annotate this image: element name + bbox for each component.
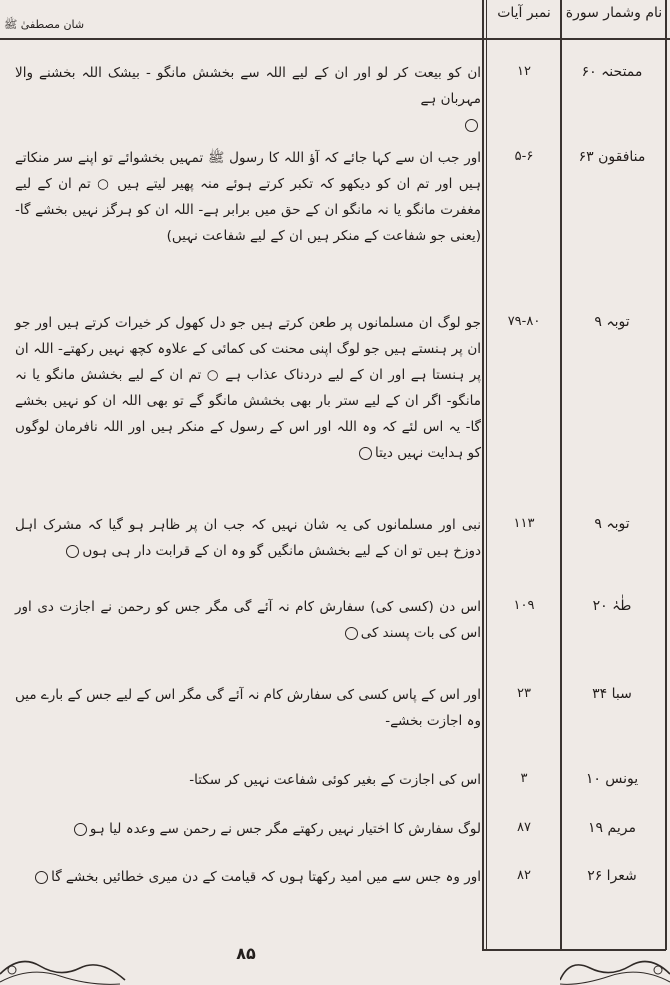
verse-text [15, 60, 481, 138]
surah-cell: ممتحنہ ۶۰ [581, 64, 643, 80]
ayat-cell: ۱۱۳ [513, 516, 535, 531]
verse-text [15, 864, 481, 890]
verse-text [15, 512, 481, 564]
ayat-cell: ۸۲ [517, 868, 531, 883]
verse-text-body: ان کو بیعت کر لو اور ان کے لیے اللہ سے بخشش مانگو - بیشک اللہ بخشنے والا مہربان ہے [15, 65, 481, 107]
verse-text-body: اور وہ جس سے میں امید رکھتا ہوں کہ قیامت کے دن میری خطائیں بخشے گا [51, 869, 481, 885]
verse-text [15, 682, 481, 734]
divider-ayat-column [560, 0, 562, 950]
verse-text [15, 145, 481, 249]
column-header-surah: نام وشمار سورة [565, 5, 663, 21]
verse-text-body: اور جب ان سے کہا جائے کہ آؤ اللہ کا رسول ﷺ تمہیں بخشوائے تو اپنے سر منکاتے ہیں اور تم ان کو دیکھو کہ تکبر کرتے ہوئے منہ پھیر لیتے ہیں ○ تم ان کے لیے مغفرت مانگو یا نہ مانگو ان کے حق میں برابر ہے- اللہ ان کو ہرگز نہیں بخشے گا- (یعنی جو شفاعت کے منکر ہیں ان کے لیے شفاعت نہیں) [15, 150, 481, 244]
page-number: ۸۵ [236, 944, 256, 963]
verse-text-body: نبی اور مسلمانوں کی یہ شان نہیں کہ جب ان پر ظاہر ہو گیا کہ مشرک اہل دوزخ ہیں تو ان کے لیے بخشش مانگیں گو وہ ان کے قرابت دار ہی ہوں [15, 517, 481, 559]
verse-text-body: لوگ سفارش کا اختیار نہیں رکھتے مگر جس نے رحمن سے وعدہ لیا ہو [89, 821, 481, 837]
ayat-cell: ۷۹-۸۰ [507, 314, 541, 329]
ayat-cell: ۵-۶ [514, 149, 534, 164]
verse-text [15, 310, 481, 466]
verse-end-icon [359, 447, 372, 460]
verse-text-body: اور اس کے پاس کسی کی سفارش کام نہ آئے گی مگر اس کے لیے جس کے بارے میں وہ اجازت بخشے- [15, 687, 481, 729]
verse-end-icon [345, 627, 358, 640]
surah-cell: منافقون ۶۳ [578, 149, 646, 165]
ayat-cell: ۲۳ [517, 686, 531, 701]
surah-cell: سبا ۳۴ [592, 686, 632, 702]
divider-text-column [482, 0, 484, 950]
column-header-ayat: نمبر آیات [497, 5, 551, 21]
verse-end-icon [66, 545, 79, 558]
ayat-cell: ۱۲ [517, 64, 531, 79]
ayat-cell: ۳ [520, 771, 528, 786]
surah-cell: شعرا ۲۶ [587, 868, 637, 884]
verse-end-icon [465, 119, 478, 132]
verse-end-icon [74, 823, 87, 836]
running-title: شان مصطفیٰ ﷺ [4, 18, 85, 31]
surah-cell: طٰہٰ ۲۰ [592, 598, 632, 614]
corner-ornament-right-icon [560, 944, 670, 985]
surah-cell: توبہ ۹ [594, 516, 630, 532]
verse-end-icon [35, 871, 48, 884]
verse-text-body: اس دن (کسی کی) سفارش کام نہ آئے گی مگر جس کو رحمن نے اجازت دی اور اس کی بات پسند کی [15, 599, 481, 641]
surah-cell: مریم ۱۹ [588, 820, 636, 836]
surah-cell: یونس ۱۰ [585, 771, 639, 787]
verse-text [15, 767, 481, 793]
ayat-cell: ۱۰۹ [513, 598, 535, 613]
surah-cell: توبہ ۹ [594, 314, 630, 330]
verse-text [15, 594, 481, 646]
header-rule [0, 38, 670, 40]
verse-text-body: اس کی اجازت کے بغیر کوئی شفاعت نہیں کر سکتا- [189, 772, 481, 788]
ayat-cell: ۸۷ [517, 820, 531, 835]
verse-text [15, 816, 481, 842]
verse-text-body: جو لوگ ان مسلمانوں پر طعن کرتے ہیں جو دل کھول کر خیرات کرتے ہیں اور جو ان پر ہنستے ہیں جو لوگ اپنی محنت کی کمائی کے علاوہ کچھ نہیں رکھتے- اللہ ان پر ہنستا ہے اور ان کے لیے دردناک عذاب ہے ○ تم ان کے لیے بخشش مانگو یا نہ مانگو- اگر ان کے لیے ستر بار بھی بخشش مانگو گے تو بھی اللہ ان کو نہیں بخشے گا- یہ اس لئے کہ وہ اللہ اور اس کے رسول کے منکر ہیں اور اللہ نافرمان لوگوں کو ہدایت نہیں دیتا [15, 315, 481, 461]
divider-text-column-inner [486, 0, 487, 950]
divider-right-edge [665, 0, 667, 950]
corner-ornament-left-icon [0, 944, 130, 985]
